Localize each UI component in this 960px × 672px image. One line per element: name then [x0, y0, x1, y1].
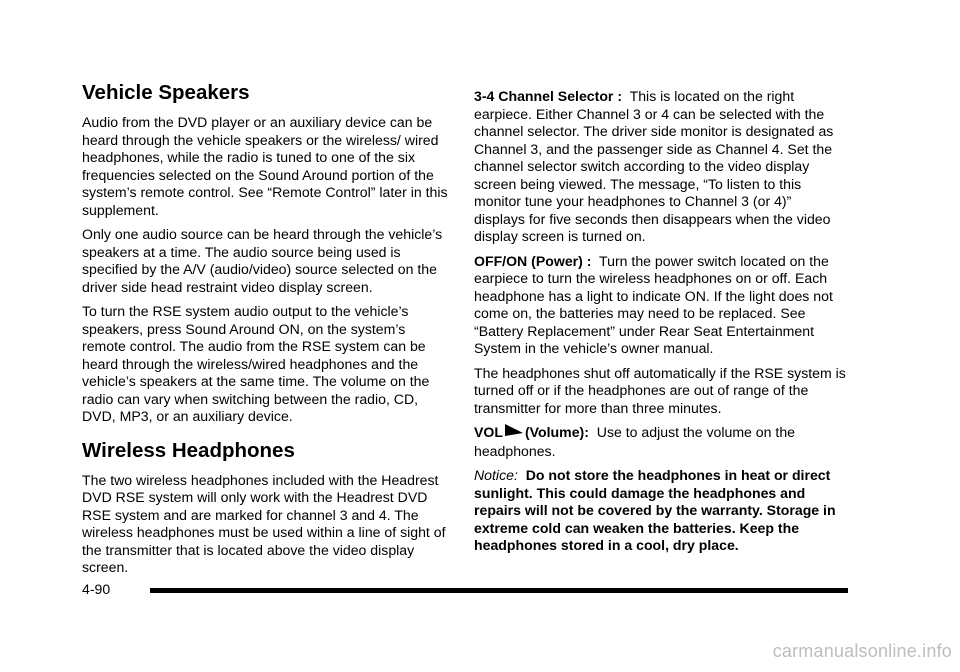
notice-label: Notice: [474, 467, 518, 483]
heading-vehicle-speakers: Vehicle Speakers [82, 81, 250, 104]
watermark: carmanualsonline.info [772, 641, 952, 661]
volume-wedge-icon [505, 424, 523, 443]
paragraph-channel-selector [474, 88, 846, 246]
paragraph-one-source: Only one audio source can be heard through the vehicle’s speakers at a time. The audio source being used is specified by the A/V (audio/video) source selected on the driver side head restraint video display screen. [82, 226, 443, 295]
paragraph-volume [474, 424, 846, 460]
right-column [474, 88, 846, 562]
paragraph-notice [474, 467, 846, 555]
paragraph-auto-shutoff: The headphones shut off automatically if the RSE system is turned off or if the headphones are out of range of the transmitter for more than three minutes. [474, 364, 846, 416]
volume-text: Use to adjust the volume on the headphones. [474, 424, 795, 459]
power-text: Turn the power switch located on the earpiece to turn the wireless headphones on or off. Each headphone has a light to indicate ON. If the light does not come on, the batteries may need to be replaced. See “Battery Replacement” under Rear Seat Entertainment System in the vehicle’s owner manual. [474, 252, 833, 356]
volume-label-text: (Volume): [524, 424, 589, 440]
volume-label-vol: VOL [474, 424, 503, 440]
paragraph-wireless-intro: The two wireless headphones included with the Headrest DVD RSE system will only work with the Headrest DVD RSE system and are marked for channel 3 and 4. The wireless headphones must be used within a line of sight of the transmitter that is located above the video display screen. [82, 471, 446, 575]
channel-selector-text: This is located on the right earpiece. Either Channel 3 or 4 can be selected with the channel selector. The driver side monitor is designated as Channel 3, and the passenger side as Channel 4. Set the channel selector switch according to the video display screen being viewed. The message, “To listen to this monitor tune your headphones to Channel 3 (or 4)” displays for five seconds then disappears when the video display screen is turned on. [474, 88, 834, 244]
page-number: 4-90 [82, 581, 111, 597]
footer-rule [150, 588, 848, 593]
power-label: OFF/ON (Power) : [474, 252, 592, 269]
channel-selector-label: 3-4 Channel Selector : [474, 88, 623, 104]
notice-text: Do not store the headphones in heat or direct sunlight. This could damage the headphones and repairs will not be covered by the warranty. Storage in extreme cold can weaken the batteries. Keep the headphones stored in a cool, dry place. [474, 467, 836, 553]
heading-wireless-headphones: Wireless Headphones [82, 438, 295, 462]
paragraph-sound-around: To turn the RSE system audio output to the vehicle’s speakers, press Sound Around ON, on the system’s remote control. The audio from the RSE system can be heard through the wireless/wired headphones and the vehicle’s speakers at the same time. The volume on the radio can vary when switching between the radio, CD, DVD, MP3, or an auxiliary device. [82, 303, 430, 424]
paragraph-power [474, 253, 846, 358]
left-column [82, 80, 450, 584]
paragraph-audio-sources: Audio from the DVD player or an auxiliary device can be heard through the vehicle speakers or the wireless/ wired headphones, while the radio is tuned to one of the six frequencies selected on the Sound Around portion of the system’s remote control. See “Remote Control” later in this supplement. [82, 114, 448, 218]
